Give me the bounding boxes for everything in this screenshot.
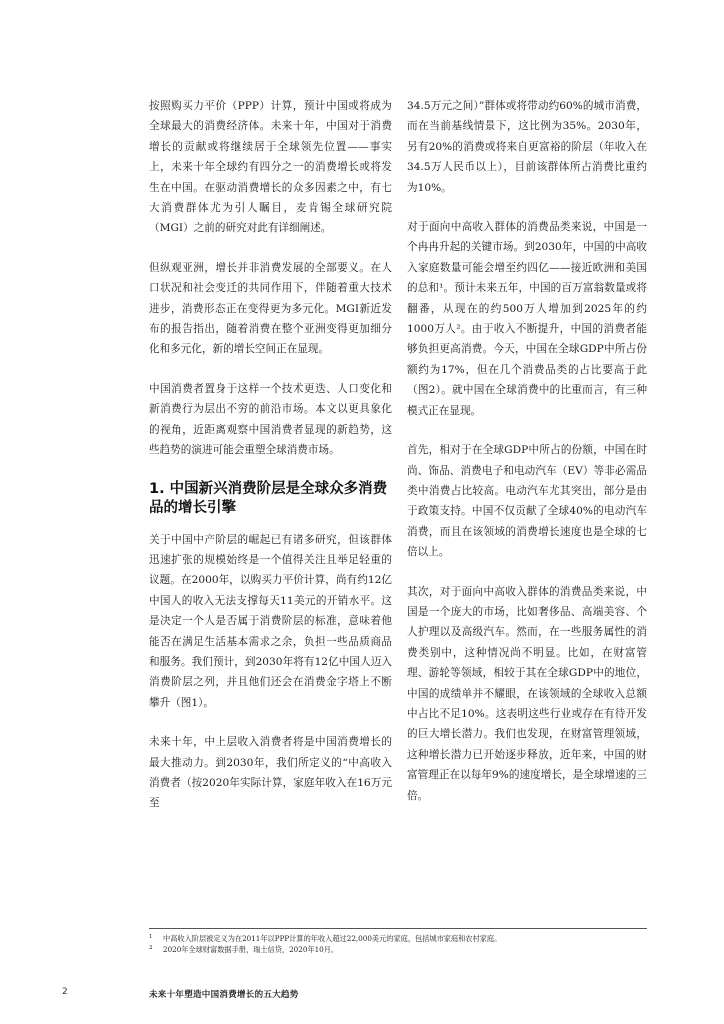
body-paragraph: 中国消费者置身于这样一个技术更迭、人口变化和新消费行为层出不穷的前沿市场。本文以更具象化的视角，近距离观察中国消费者显现的新趋势，这些趋势的演进可能会重塑全球消费市场。 [149, 382, 392, 457]
body-paragraph: 对于面向中高收入群体的消费品类来说，中国是一个冉冉升起的关键市场。到2030年，中国的中高收入家庭数量可能会增至约四亿——接近欧洲和美国的总和¹。预计未来五年，中国的百万富翁数量或将翻番，从现在的约500万人增加到2025年的约1000万人²。由于收入不断提升，中国的消费者能够负担更高消费。今天，中国在全球GDP中所占份额约为17%，但在几个消费品类的占比要高于此（图2）。就中国在全球消费中的比重而言，有三种模式正在显现。 [407, 221, 647, 417]
footnote [149, 933, 647, 944]
body-paragraph: 按照购买力平价（PPP）计算，预计中国或将成为全球最大的消费经济体。未来十年，中国对于消费增长的贡献或将继续居于全球领先位置——事实上，未来十年全球约有四分之一的消费增长或将发生在中国。在驱动消费增长的众多因素之中，有七大消费群体尤为引人瞩目，麦肯锡全球研究院（MGI）之前的研究对此有详细阐述。 [149, 100, 392, 235]
footnote-text: 2020年全球财富数据手册，瑞士信贷，2020年10月。 [163, 945, 339, 954]
page-number: 2 [62, 987, 68, 997]
body-paragraph: 但纵观亚洲，增长并非消费发展的全部要义。在人口状况和社会变迁的共同作用下，伴随着重大技术进步，消费形态正在变得更为多元化。MGI新近发布的报告指出，随着消费在整个亚洲变得更加细分化和多元化，新的增长空间正在显现。 [149, 261, 392, 356]
body-paragraph: 未来十年，中上层收入消费者将是中国消费增长的最大推动力。到2030年，我们所定义的“中高收入消费者（按2020年实际计算，家庭年收入在16万元至 [149, 736, 392, 810]
footnote-divider [149, 928, 647, 929]
right-column [407, 96, 647, 825]
body-paragraph: 关于中国中产阶层的崛起已有诸多研究，但该群体迅速扩张的规模始终是一个值得关注且举足轻重的议题。在2000年，以购买力平价计算，尚有约12亿中国人的收入无法支撑每天11美元的开销水平。这是决定一个人是否属于消费阶层的标准，意味着他能否在满足生活基本需求之余，负担一些品质商品和服务。我们预计，到2030年将有12亿中国人迈入消费阶层之列，并且他们还会在消费金字塔上不断攀升（图1）。 [149, 533, 392, 709]
body-paragraph: 34.5万元之间）”群体或将带动约60%的城市消费，而在当前基线情景下，这比例为35%。2030年，另有20%的消费或将来自更富裕的阶层（年收入在34.5万人民币以上），目前该群体所占消费比重约为10%。 [407, 100, 647, 194]
body-paragraph: 首先，相对于在全球GDP中所占的份额，中国在时尚、饰品、消费电子和电动汽车（EV）等非必需品类中消费占比较高。电动汽车尤其突出，部分是由于政策支持。中国不仅贡献了全球40%的电动汽车消费，而且在该领域的消费增长速度也是全球的七倍以上。 [407, 444, 647, 559]
footnotes [149, 933, 647, 955]
left-column [149, 96, 392, 833]
footnote-number: 1 [149, 934, 153, 940]
footnote-number: 2 [149, 945, 153, 951]
body-paragraph: 其次，对于面向中高收入群体的消费品类来说，中国是一个庞大的市场，比如奢侈品、高端美容、个人护理以及高级汽车。然而，在一些服务属性的消费类别中，这种情况尚不明显。比如，在财富管理、游轮等领域，相较于其在全球GDP中的地位，中国的成绩单并不耀眼，在该领域的全球收入总额中占比不足10%。这表明这些行业或存在有待开发的巨大增长潜力。我们也发现，在财富管理领域，这种增长潜力已开始逐步释放，近年来，中国的财富管理正在以每年9%的速度增长，是全球增速的三倍。 [407, 585, 647, 802]
section-heading: 1. 中国新兴消费阶层是全球众多消费品的增长引擎 [149, 480, 388, 516]
footnote [149, 944, 647, 955]
running-title: 未来十年塑造中国消费增长的五大趋势 [149, 990, 299, 1000]
footnote-text: 中高收入阶层被定义为在2011年以PPP计算的年收入超过22,000美元的家庭，包括城市家庭和农村家庭。 [163, 934, 502, 943]
